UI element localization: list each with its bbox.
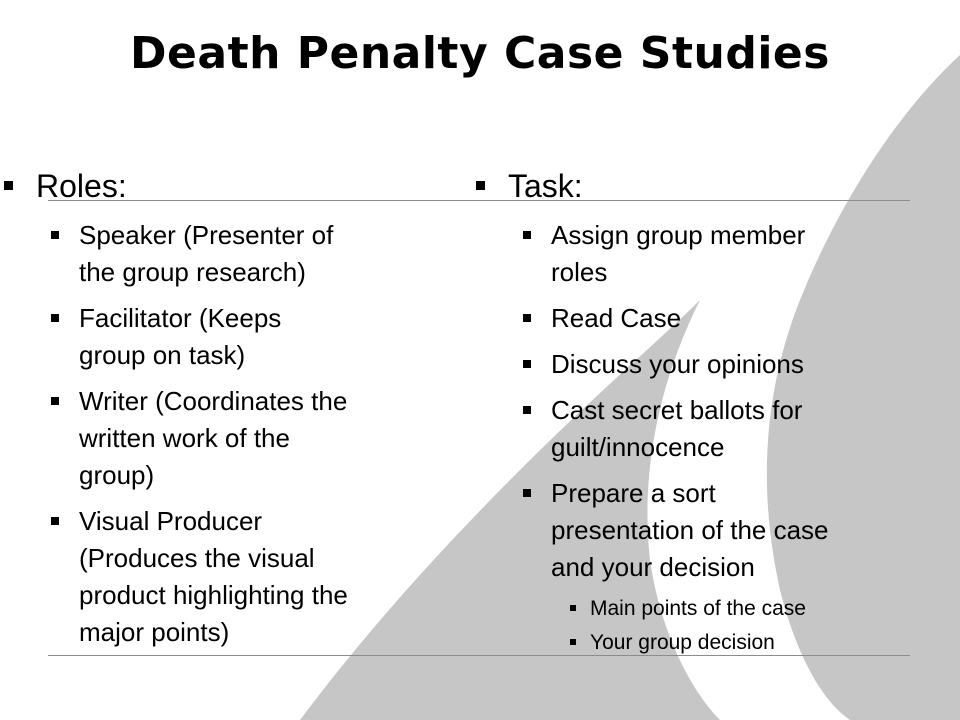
list-item [523, 300, 913, 337]
square-bullet-icon [523, 231, 531, 239]
list-item [523, 346, 913, 383]
list-item-text [551, 346, 913, 383]
list-item-line: major points) [79, 617, 230, 647]
square-bullet-icon [523, 406, 531, 414]
square-bullet-icon [570, 639, 576, 645]
square-bullet-icon [523, 360, 531, 368]
list-item-line: Your group decision [590, 631, 775, 654]
task-column [476, 168, 916, 657]
list-item-line: group on task) [79, 340, 246, 370]
list-item-line: and your decision [551, 552, 755, 582]
list-item-text [79, 300, 431, 374]
task-sublist [570, 594, 890, 657]
list-item-line: Main points of the case [590, 597, 806, 620]
list-item [51, 217, 431, 291]
list-item [523, 392, 913, 466]
task-heading-row [476, 168, 916, 204]
list-item [51, 300, 431, 374]
list-item-line: Facilitator (Keeps [79, 303, 282, 333]
list-item [523, 475, 913, 586]
list-item-line: (Produces the visual [79, 543, 315, 573]
list-item-text [79, 217, 431, 291]
list-item-line: Read Case [551, 303, 682, 333]
task-heading: Task: [508, 168, 583, 204]
square-bullet-icon [523, 314, 531, 322]
square-bullet-icon [51, 231, 59, 239]
square-bullet-icon [523, 489, 531, 497]
list-item-text [551, 392, 913, 466]
list-item-text [551, 475, 913, 586]
list-item-line: Prepare a sort [551, 478, 716, 508]
list-item-line: written work of the [79, 423, 290, 453]
list-item-line: Writer (Coordinates the [79, 386, 348, 416]
list-item-line: guilt/innocence [551, 432, 725, 462]
square-bullet-icon [51, 397, 59, 405]
square-bullet-icon [51, 314, 59, 322]
list-item-text [79, 503, 431, 651]
list-item-line: group) [79, 460, 155, 490]
square-bullet-icon [4, 181, 13, 190]
list-item-line: presentation of the case [551, 515, 829, 545]
roles-heading-row [4, 168, 434, 204]
square-bullet-icon [51, 517, 59, 525]
list-item-text [590, 628, 890, 657]
list-item [51, 503, 431, 651]
list-item-line: Discuss your opinions [551, 349, 804, 379]
list-item-line: Cast secret ballots for [551, 395, 803, 425]
list-item-text [79, 383, 431, 494]
square-bullet-icon [476, 181, 485, 190]
list-item-line: the group research) [79, 257, 306, 287]
list-item [51, 383, 431, 494]
list-item [570, 594, 890, 623]
list-item-line: product highlighting the [79, 580, 348, 610]
list-item-line: Speaker (Presenter of [79, 220, 334, 250]
roles-list [51, 217, 431, 651]
list-item [570, 628, 890, 657]
slide-title: Death Penalty Case Studies [130, 28, 830, 79]
list-item [523, 217, 913, 291]
list-item-text [551, 217, 913, 291]
list-item-line: Visual Producer [79, 506, 263, 536]
roles-column [4, 168, 434, 651]
square-bullet-icon [570, 605, 576, 611]
task-list [523, 217, 913, 586]
roles-heading: Roles: [36, 168, 127, 204]
list-item-line: roles [551, 257, 608, 287]
list-item-text [551, 300, 913, 337]
list-item-text [590, 594, 890, 623]
list-item-line: Assign group member [551, 220, 806, 250]
